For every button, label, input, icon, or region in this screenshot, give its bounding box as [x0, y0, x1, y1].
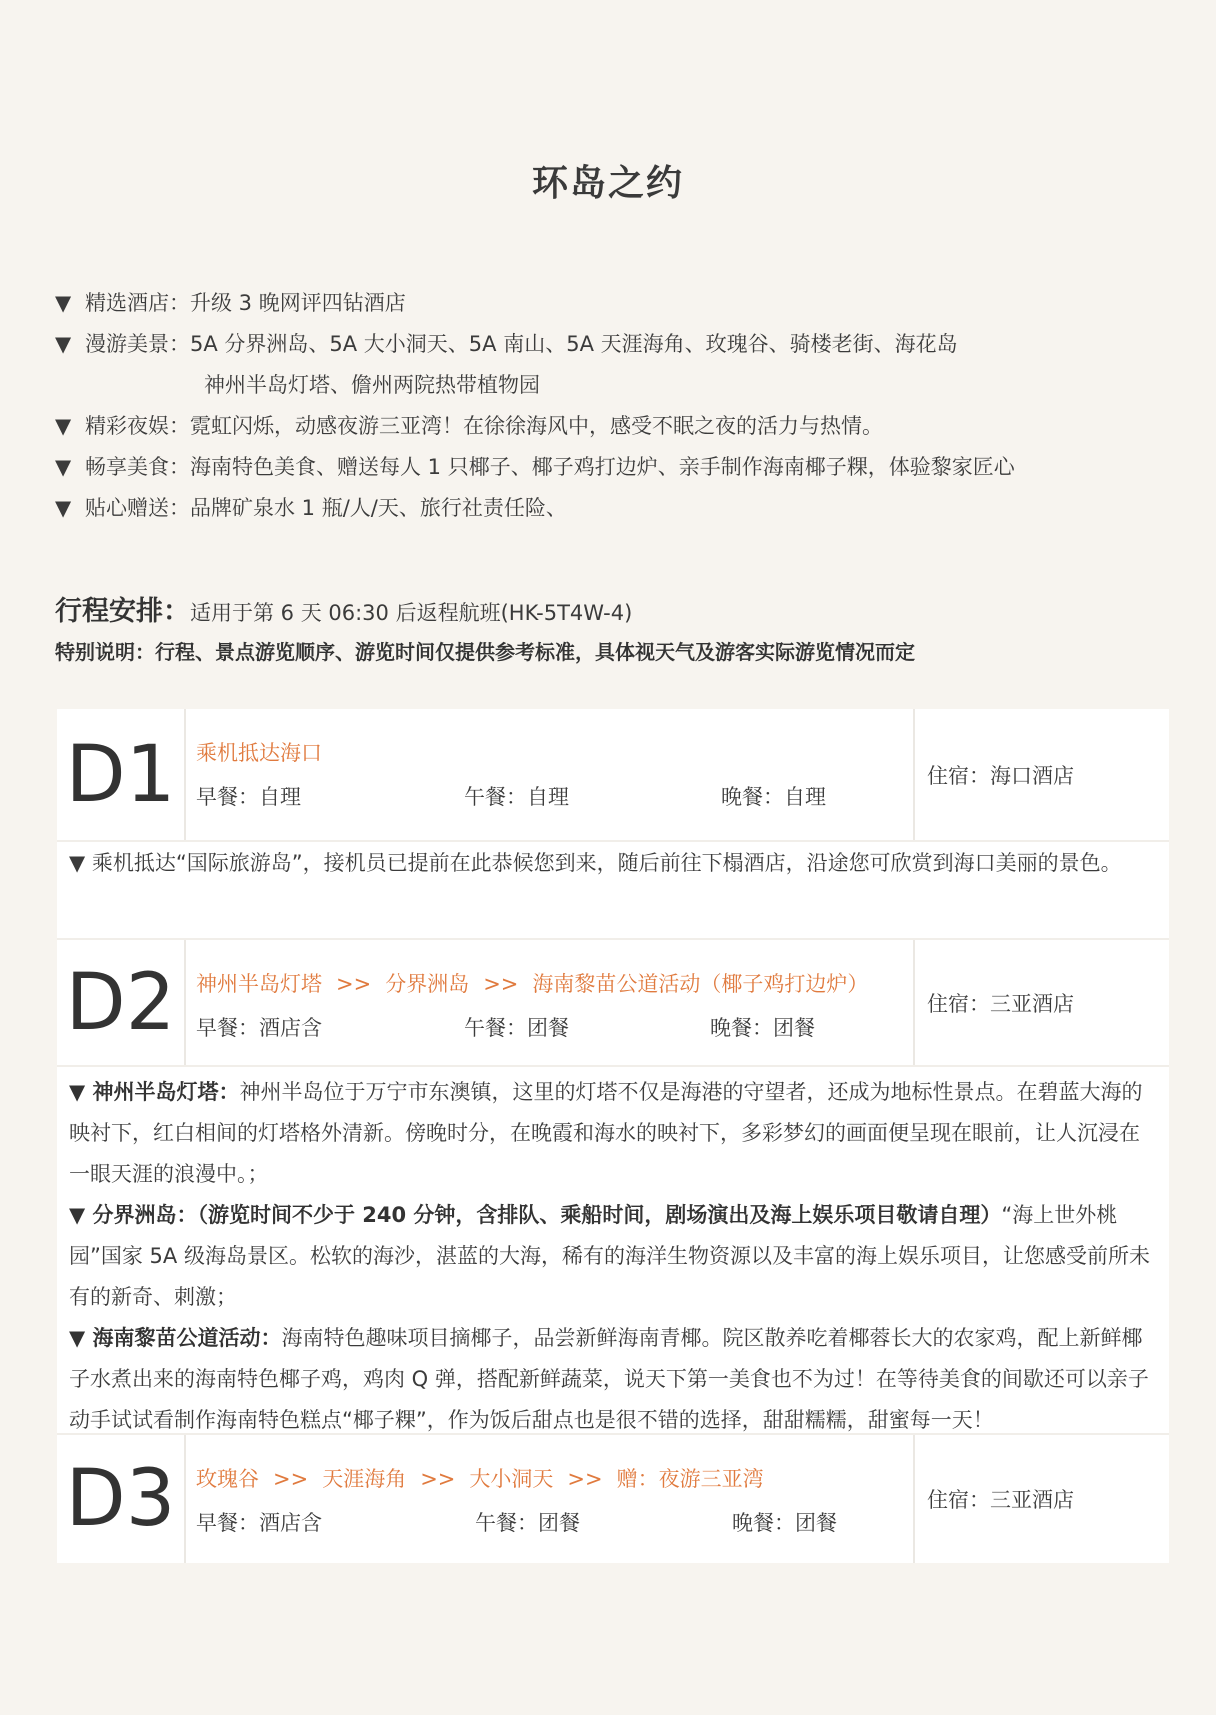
route-stop: 分界洲岛 [385, 972, 470, 996]
accommodation: 住宿：海口酒店 [927, 763, 1074, 788]
highlight-text: 霓虹闪烁，动感夜游三亚湾！在徐徐海风中，感受不眠之夜的活力与热情。 [190, 414, 883, 438]
route-separator: >> [567, 1467, 603, 1491]
triangle-icon: ▼ [55, 455, 72, 479]
highlight-label: 贴心赠送： [85, 496, 190, 520]
schedule-title: 行程安排： [55, 596, 190, 627]
meals [196, 1507, 913, 1537]
accommodation: 住宿：三亚酒店 [927, 1488, 1074, 1512]
meals [196, 781, 913, 811]
route-separator: >> [483, 972, 519, 996]
breakfast: 早餐：酒店含 [196, 1016, 322, 1040]
route-stop: 神州半岛灯塔 [196, 972, 322, 996]
schedule-subtitle: 适用于第 6 天 06:30 后返程航班(HK-5T4W-4) [190, 601, 633, 625]
route-separator: >> [273, 1467, 309, 1491]
lunch: 午餐：团餐 [475, 1511, 580, 1535]
highlight-label: 精选酒店： [85, 291, 190, 315]
highlight-item [55, 324, 1155, 365]
dinner: 晚餐：自理 [721, 785, 826, 809]
highlights-list [55, 283, 1155, 529]
day-route [196, 968, 913, 998]
attraction-text: 海南特色趣味项目摘椰子，品尝新鲜海南青椰。院区散养吃着椰蓉长大的农家鸡，配上新鲜椰子水煮出来的海南特色椰子鸡，鸡肉 Q 弹，搭配新鲜蔬菜，说天下第一美食也不为过！在等待美食的间歇还可以亲子动手试试看制作海南特色糕点“椰子粿”，作为饭后甜点也是很不错的选择，甜甜糯糯，甜蜜每一天！ [69, 1326, 1149, 1432]
highlight-text: 升级 3 晚网评四钻酒店 [190, 291, 406, 315]
day-row-d2 [57, 940, 1169, 1065]
triangle-icon: ▼ [55, 496, 72, 520]
route-stop: 天涯海角 [322, 1467, 407, 1491]
attraction-title: ▼ 海南黎苗公道活动： [69, 1326, 282, 1350]
schedule-heading [55, 589, 632, 628]
highlight-item [55, 488, 1155, 529]
highlight-item [55, 406, 1155, 447]
attraction-paragraph [69, 1072, 1157, 1195]
triangle-icon: ▼ [55, 332, 72, 356]
day-route [196, 1463, 913, 1493]
meals [196, 1012, 913, 1042]
day-number: D3 [57, 1435, 186, 1563]
attraction-text: “海上世外桃园”国家 5A 级海岛景区。松软的海沙，湛蓝的大海，稀有的海洋生物资源以及丰富的海上娱乐项目，让您感受前所未有的新奇、刺激； [69, 1203, 1150, 1309]
route-stop: 玫瑰谷 [196, 1467, 259, 1491]
lunch: 午餐：团餐 [464, 1016, 569, 1040]
attraction-title: ▼ 神州半岛灯塔： [69, 1080, 240, 1104]
day-number: D1 [57, 709, 186, 840]
day-row-d1 [57, 709, 1169, 840]
route-separator: >> [420, 1467, 456, 1491]
day-details [186, 1435, 915, 1563]
dinner: 晚餐：团餐 [732, 1511, 837, 1535]
route-stop: 乘机抵达海口 [196, 741, 322, 765]
highlight-continuation: 神州半岛灯塔、儋州两院热带植物园 [204, 373, 540, 397]
highlight-item [55, 283, 1155, 324]
highlight-label: 精彩夜娱： [85, 414, 190, 438]
day-details [186, 709, 915, 840]
day-description-d2 [57, 1067, 1169, 1433]
route-stop: 大小洞天 [469, 1467, 554, 1491]
day-route [196, 737, 913, 767]
day-details [186, 940, 915, 1065]
day-description-d1: ▼ 乘机抵达“国际旅游岛”，接机员已提前在此恭候您到来，随后前往下榻酒店，沿途您可欣赏到海口美丽的景色。 [57, 842, 1169, 938]
breakfast: 早餐：自理 [196, 785, 301, 809]
triangle-icon: ▼ [55, 414, 72, 438]
lunch: 午餐：自理 [464, 785, 569, 809]
highlight-item [55, 447, 1155, 488]
day-number: D2 [57, 940, 186, 1065]
attraction-paragraph [69, 1318, 1157, 1441]
highlight-text: 品牌矿泉水 1 瓶/人/天、旅行社责任险、 [190, 496, 567, 520]
highlight-text: 海南特色美食、赠送每人 1 只椰子、椰子鸡打边炉、亲手制作海南椰子粿，体验黎家匠心 [190, 455, 1015, 479]
day-row-d3 [57, 1435, 1169, 1563]
highlight-text: 5A 分界洲岛、5A 大小洞天、5A 南山、5A 天涯海角、玫瑰谷、骑楼老街、海花岛 [190, 332, 958, 356]
attraction-text: 神州半岛位于万宁市东澳镇，这里的灯塔不仅是海港的守望者，还成为地标性景点。在碧蓝大海的映衬下，红白相间的灯塔格外清新。傍晚时分，在晚霞和海水的映衬下，多彩梦幻的画面便呈现在眼前，让人沉浸在一眼天涯的浪漫中。； [69, 1080, 1143, 1186]
breakfast: 早餐：酒店含 [196, 1511, 322, 1535]
route-separator: >> [336, 972, 372, 996]
dinner: 晚餐：团餐 [710, 1016, 815, 1040]
route-stop: 赠：夜游三亚湾 [616, 1467, 764, 1491]
highlight-label: 畅享美食： [85, 455, 190, 479]
accommodation: 住宿：三亚酒店 [927, 991, 1074, 1016]
attraction-paragraph [69, 1195, 1157, 1318]
route-stop: 海南黎苗公道活动（椰子鸡打边炉） [532, 972, 869, 996]
special-note: 特别说明：行程、景点游览顺序、游览时间仅提供参考标准，具体视天气及游客实际游览情况而定 [55, 640, 915, 664]
triangle-icon: ▼ [55, 291, 72, 315]
highlight-label: 漫游美景： [85, 332, 190, 356]
attraction-title: ▼ 分界洲岛：（游览时间不少于 240 分钟，含排队、乘船时间，剧场演出及海上娱乐项目敬请自理） [69, 1203, 1002, 1227]
page-title: 环岛之约 [531, 163, 684, 204]
